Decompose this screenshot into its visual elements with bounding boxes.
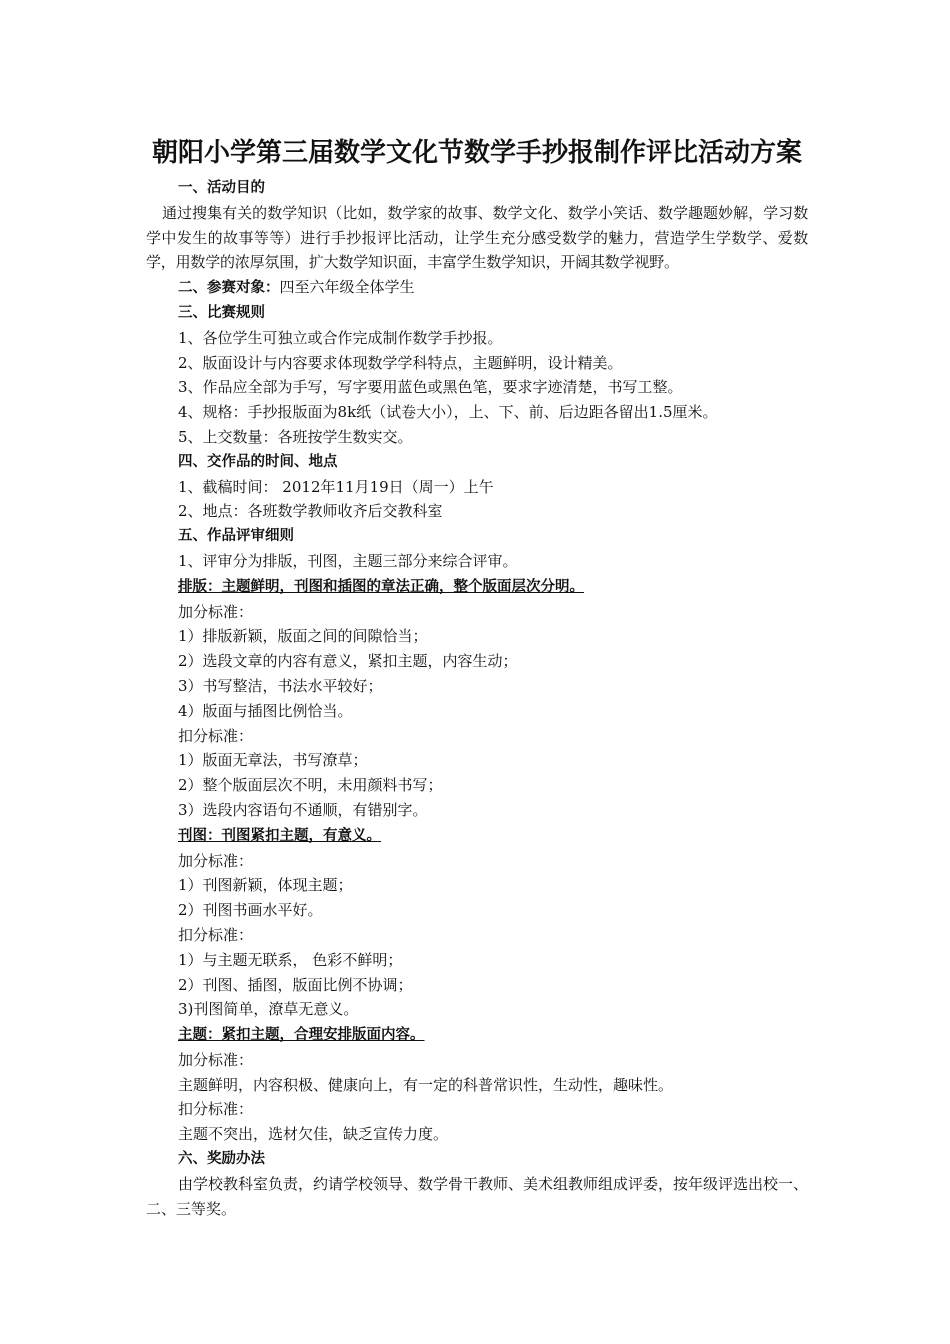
criteria-item: 3）选段内容语句不通顺，有错别字。 (178, 800, 428, 819)
criteria-item: 2）刊图、插图，版面比例不协调； (178, 975, 413, 994)
criteria-item: 4）版面与插图比例恰当。 (178, 701, 353, 720)
rule-item: 2、版面设计与内容要求体现数学学科特点，主题鲜明，设计精美。 (178, 353, 623, 372)
participants-value: 四至六年级全体学生 (279, 278, 415, 297)
participants-line (146, 275, 808, 301)
criteria-item: 3)刊图简单，潦草无意义。 (178, 1000, 359, 1019)
minus-label: 扣分标准： (178, 726, 254, 745)
criteria-item: 1）版面无章法，书写潦草； (178, 751, 368, 770)
section-heading-evaluation: 五、作品评审细则 (178, 528, 294, 545)
criteria-item: 2）整个版面层次不明，未用颜料书写； (178, 776, 443, 795)
theme-criteria-line (146, 1022, 808, 1048)
criteria-item: 主题不突出，选材欠佳，缺乏宣传力度。 (178, 1125, 449, 1144)
layout-criteria-title: 排版：主题鲜明，刊图和插图的章法正确，整个版面层次分明。 (178, 578, 584, 595)
criteria-item: 2）选段文章的内容有意义，紧扣主题，内容生动； (178, 652, 518, 671)
rule-item: 1、各位学生可独立或合作完成制作数学手抄报。 (178, 328, 503, 347)
rule-item: 5、上交数量：各班按学生数实交。 (178, 427, 413, 446)
section-heading-purpose: 一、活动目的 (178, 180, 265, 196)
criteria-item: 1）与主题无联系， 色彩不鲜明； (178, 950, 403, 969)
layout-criteria-line (146, 574, 808, 600)
section-heading-rules: 三、比赛规则 (178, 304, 265, 321)
criteria-item: 3）书写整洁，书法水平较好； (178, 676, 383, 695)
picture-criteria-title: 刊图：刊图紧扣主题，有意义。 (178, 827, 381, 844)
section-heading-submission: 四、交作品的时间、地点 (178, 453, 338, 470)
plus-label: 加分标准： (178, 1050, 254, 1069)
document-title: 朝阳小学第三届数学文化节数学手抄报制作评比活动方案 (151, 138, 802, 168)
rule-item: 3、作品应全部为手写，写字要用蓝色或黑色笔，要求字迹清楚，书写工整。 (178, 378, 683, 397)
criteria-item: 1）排版新颖，版面之间的间隙恰当； (178, 627, 428, 646)
theme-criteria-title: 主题：紧扣主题，合理安排版面内容。 (178, 1027, 425, 1044)
purpose-paragraph: 通过搜集有关的数学知识（比如，数学家的故事、数学文化、数学小笑话、数学趣题妙解，学习数学中发生的故事等等）进行手抄报评比活动，让学生充分感受数学的魅力，营造学生学数学、爱数学，用数学的浓厚氛围，扩大数学知识面，丰富学生数学知识，开阔其数学视野。 (146, 203, 808, 272)
submission-item: 1、截稿时间： 2012年11月19日（周一）上午 (178, 477, 494, 496)
criteria-item: 2）刊图书画水平好。 (178, 901, 323, 920)
section-heading-awards: 六、奖励办法 (178, 1151, 265, 1168)
awards-paragraph: 由学校教科室负责，约请学校领导、数学骨干教师、美术组教师组成评委，按年级评选出校一、二、三等奖。 (146, 1174, 809, 1218)
evaluation-intro: 1、评审分为排版，刊图，主题三部分来综合评审。 (178, 551, 518, 570)
section-heading-participants: 二、参赛对象： (178, 280, 280, 297)
submission-item: 2、地点：各班数学教师收齐后交教科室 (178, 502, 443, 521)
picture-criteria-line (146, 823, 808, 849)
plus-label: 加分标准： (178, 851, 254, 870)
minus-label: 扣分标准： (178, 925, 254, 944)
criteria-item: 主题鲜明，内容积极、健康向上，有一定的科普常识性，生动性，趣味性。 (178, 1075, 674, 1094)
criteria-item: 1）刊图新颖，体现主题； (178, 876, 353, 895)
rule-item: 4、规格：手抄报版面为8k纸（试卷大小），上、下、前、后边距各留出1.5厘米。 (178, 403, 718, 422)
plus-label: 加分标准： (178, 602, 254, 621)
minus-label: 扣分标准： (178, 1100, 254, 1119)
